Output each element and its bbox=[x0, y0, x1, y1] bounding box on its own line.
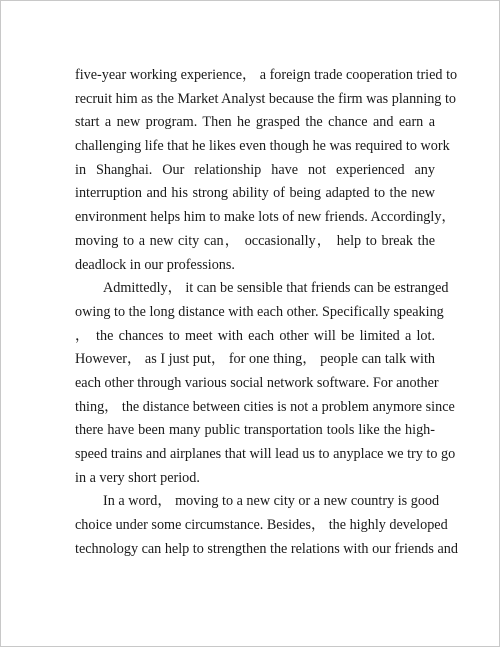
paragraph-2-line-4: However， as I just put， for one thing， people can talk with bbox=[75, 351, 435, 368]
paragraph-1-line-7: environment helps him to make lots of new friends. Accordingly， bbox=[75, 209, 456, 226]
paragraph-1-line-5: in Shanghai. Our relationship have not experienced any bbox=[75, 161, 435, 178]
document-body bbox=[75, 64, 458, 561]
paragraph-1-line-1: five-year working experience， a foreign trade cooperation tried to bbox=[75, 67, 458, 83]
paragraph-1-line-3: start a new program. Then he grasped the chance and earn a bbox=[75, 114, 435, 131]
paragraph-2-line-8: speed trains and airplanes that will lead us to anyplace we try to go bbox=[75, 446, 456, 462]
paragraph-1-line-2: recruit him as the Market Analyst because the firm was planning to bbox=[75, 90, 456, 107]
paragraph-2-line-7: there have been many public transportation tools like the high- bbox=[75, 422, 435, 439]
paragraph-2-line-5: each other through various social network software. For another bbox=[75, 374, 439, 391]
paragraph-2-line-2: owing to the long distance with each other. Specifically speaking bbox=[75, 303, 444, 320]
paragraph-1-line-6: interruption and his strong ability of being adapted to the new bbox=[75, 185, 435, 202]
paragraph-3-line-2: choice under some circumstance. Besides， the highly developed bbox=[75, 517, 448, 534]
paragraph-1-line-9: deadlock in our professions. bbox=[75, 256, 235, 273]
paragraph-3-line-1: In a word， moving to a new city or a new country is good bbox=[103, 493, 440, 510]
paragraph-2-line-6: thing， the distance between cities is not a problem anymore since bbox=[75, 398, 455, 415]
paragraph-3-line-3: technology can help to strengthen the relations with our friends and bbox=[75, 540, 458, 557]
paragraph-2-line-1: Admittedly， it can be sensible that friends can be estranged bbox=[103, 280, 449, 297]
paragraph-2-line-3: ， the chances to meet with each other will be limited a lot. bbox=[75, 327, 435, 344]
paragraph-1-line-8: moving to a new city can， occasionally， help to break the bbox=[75, 232, 435, 249]
paragraph-1-line-4: challenging life that he likes even though he was required to work bbox=[75, 138, 450, 155]
paragraph-2-line-9: in a very short period. bbox=[75, 469, 200, 486]
